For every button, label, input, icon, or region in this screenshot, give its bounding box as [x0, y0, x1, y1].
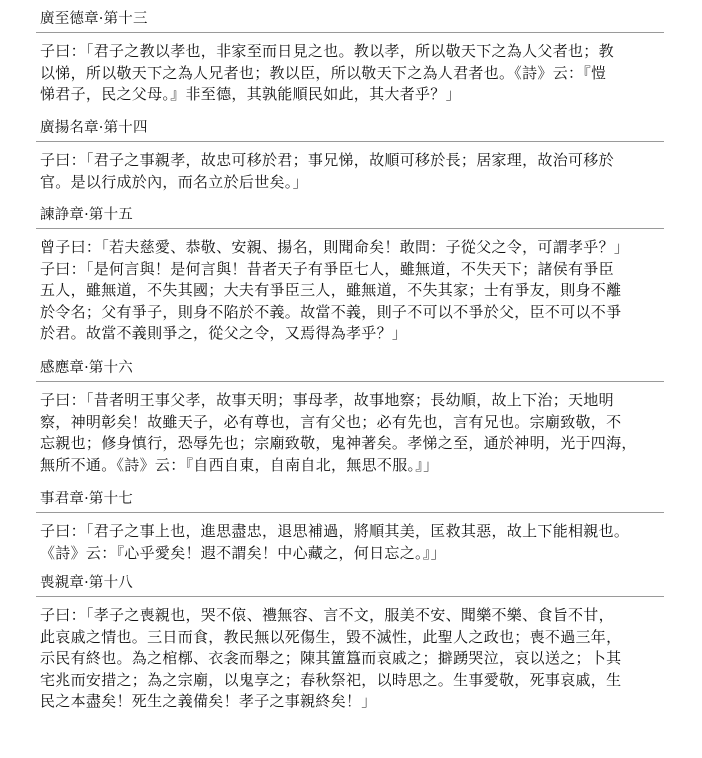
chapter-body [36, 41, 664, 106]
chapter-body [36, 390, 664, 476]
chapter-title: 事君章·第十七 [36, 486, 664, 513]
chapter-13 [36, 6, 664, 106]
text-line: 悌君子，民之父母。』非至德，其孰能順民如此，其大者乎？」 [40, 85, 461, 103]
chapter-18 [36, 570, 664, 713]
chapter-16 [36, 355, 664, 476]
chapter-body [36, 150, 664, 193]
chapter-title: 感應章·第十六 [36, 355, 664, 382]
chapter-body [36, 521, 664, 564]
chapter-title: 廣揚名章·第十四 [36, 115, 664, 142]
text-line: 子曰：「是何言與！是何言與！昔者天子有爭臣七人，雖無道，不失天下；諸侯有爭臣 [40, 259, 614, 278]
text-line: 子曰：「君子之事上也，進思盡忠，退思補過，將順其美，匡救其惡，故上下能相親也。 [40, 522, 630, 540]
chapter-body [36, 605, 664, 713]
text-line: 示民有終也。為之棺槨、衣衾而舉之；陳其簠簋而哀戚之；擗踴哭泣，哀以送之；卜其 [40, 649, 622, 667]
text-line: 《詩》云：『心乎愛矣！遐不謂矣！中心藏之，何日忘之。』」 [40, 543, 446, 562]
text-line: 五人，雖無道，不失其國；大夫有爭臣三人，雖無道，不失其家；士有爭友，則身不離 [40, 281, 622, 299]
chapter-title: 諫諍章·第十五 [36, 202, 664, 229]
text-line: 曾子曰：「若夫慈愛、恭敬、安親、揚名，則聞命矣！敢問：子從父之令，可謂孝乎？」 [40, 238, 630, 256]
chapter-15 [36, 202, 664, 345]
chapter-14 [36, 115, 664, 193]
chapter-body [36, 237, 664, 345]
text-line: 官。是以行成於內，而名立於后世矣。」 [40, 172, 308, 191]
text-line: 無所不通。《詩》云：『自西自東，自南自北，無思不服。』」 [40, 455, 439, 474]
text-line: 子曰：「昔者明王事父孝，故事天明；事母孝，故事地察；長幼順，故上下治；天地明 [40, 391, 614, 409]
chapter-title: 廣至德章·第十三 [36, 6, 664, 33]
text-line: 民之本盡矣！死生之義備矣！孝子之事親終矣！」 [40, 692, 377, 710]
text-line: 於令名；父有爭子，則身不陷於不義。故當不義，則子不可以不爭於父，臣不可以不爭 [40, 302, 622, 321]
text-line: 子曰：「孝子之喪親也，哭不偯、禮無容、言不文，服美不安、聞樂不樂、食旨不甘， [40, 606, 614, 624]
text-line: 於君。故當不義則爭之，從父之令，又焉得為孝乎？」 [40, 324, 408, 342]
text-line: 察，神明彰矣！故雖天子，必有尊也，言有父也；必有先也，言有兄也。宗廟致敬，不 [40, 412, 622, 431]
text-line: 子曰：「君子之事親孝，故忠可移於君；事兄悌，故順可移於長；居家理，故治可移於 [40, 151, 614, 169]
text-line: 此哀戚之情也。三日而食，教民無以死傷生，毀不滅性，此聖人之政也；喪不過三年， [40, 627, 622, 646]
text-line: 以悌，所以敬天下之為人兄者也；教以臣，所以敬天下之為人君者也。《詩》云：『愷 [40, 63, 607, 82]
text-line: 忘親也；修身慎行，恐辱先也；宗廟致敬，鬼神著矣。孝悌之至，通於神明，光于四海， [40, 434, 637, 452]
text-line: 子曰：「君子之教以孝也，非家至而日見之也。教以孝，所以敬天下之為人父者也；教 [40, 42, 614, 60]
chapter-title: 喪親章·第十八 [36, 570, 664, 597]
chapter-17 [36, 486, 664, 564]
text-line: 宅兆而安措之；為之宗廟，以鬼享之；春秋祭祀，以時思之。生事愛敬，死事哀戚，生 [40, 670, 622, 689]
